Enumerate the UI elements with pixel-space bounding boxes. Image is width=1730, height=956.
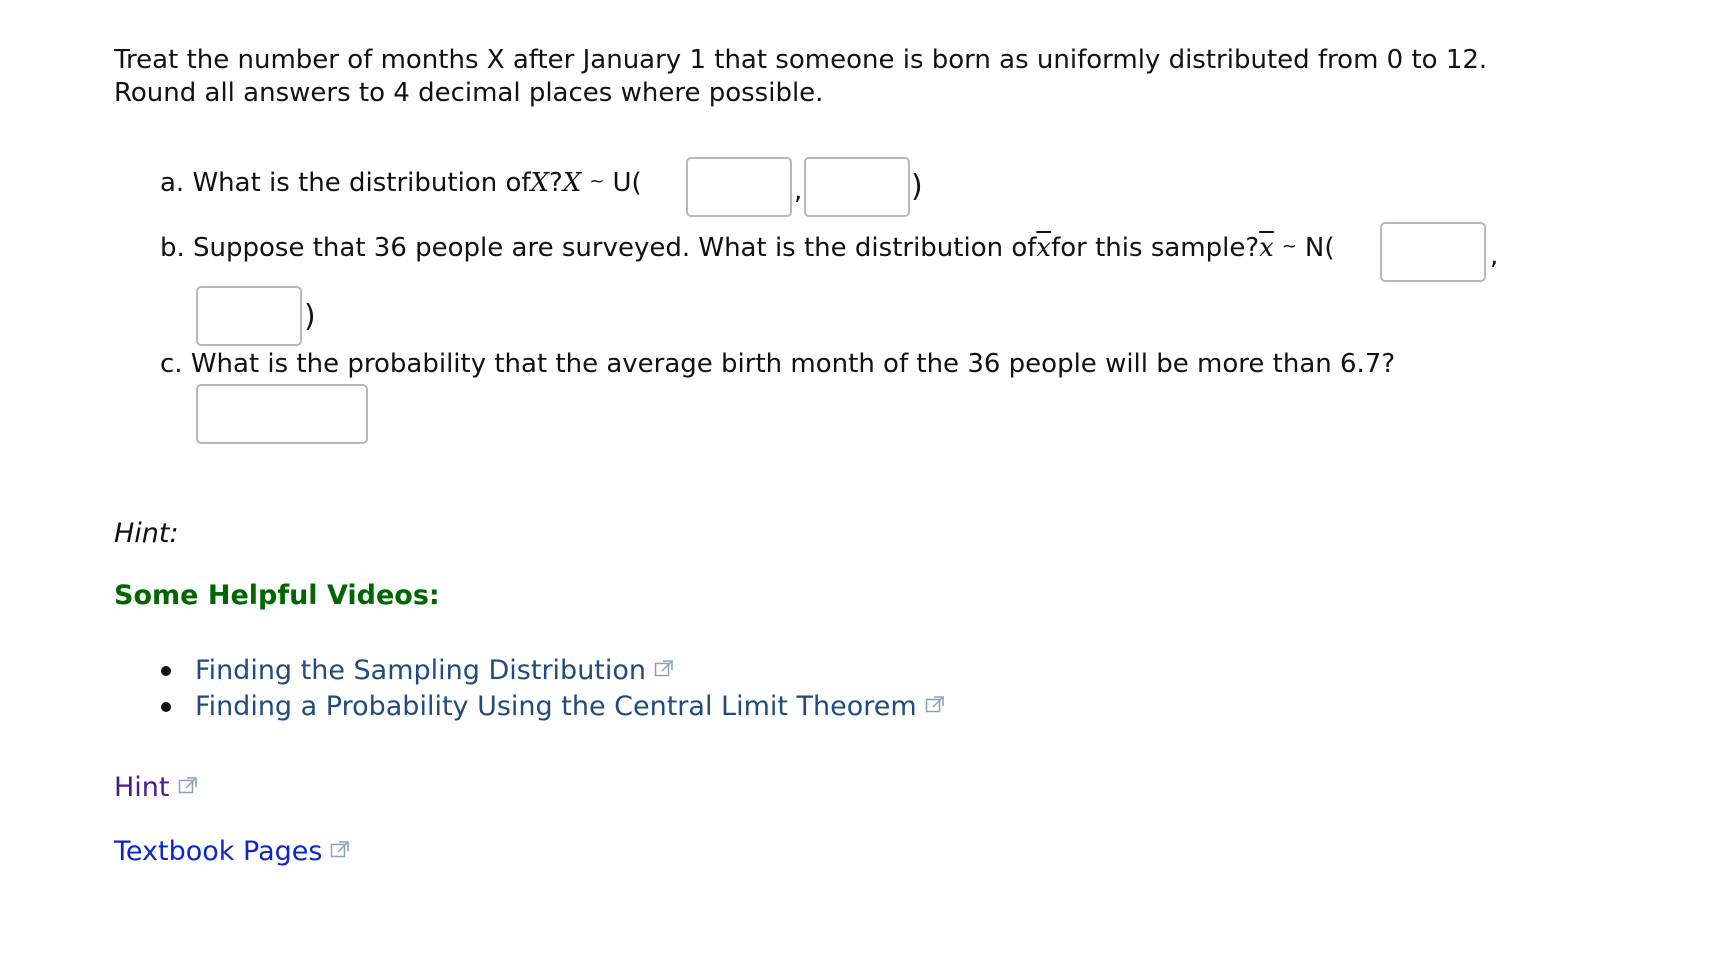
sampling-mean-input[interactable]	[1380, 222, 1486, 282]
x-bar-symbol: $\overline{x}$	[1036, 233, 1052, 263]
question-b	[160, 233, 1335, 263]
video-link-label: Finding the Sampling Distribution	[195, 655, 647, 686]
question-c	[160, 349, 1395, 379]
sampling-sd-input[interactable]	[196, 286, 302, 346]
uniform-lower-input[interactable]	[686, 157, 792, 217]
question-c-text: c. What is the probability that the average birth month of the 36 people will be more than 6.7?	[160, 349, 1396, 379]
tilde-symbol: ~	[1281, 235, 1297, 257]
list-item	[155, 689, 945, 725]
close-paren: )	[304, 299, 316, 334]
comma: ,	[794, 176, 803, 206]
variable-x: X	[562, 168, 582, 198]
question-a	[160, 168, 642, 198]
question-b-text-2: for this sample?	[1051, 233, 1260, 263]
question-a-prefix: a. What is the distribution of	[160, 168, 531, 198]
textbook-link-label: Textbook Pages	[114, 836, 323, 867]
probability-input[interactable]	[196, 384, 368, 444]
external-link-icon	[654, 659, 674, 677]
uniform-label: U(	[612, 168, 642, 198]
problem-intro	[114, 44, 1487, 110]
close-paren: )	[911, 169, 923, 204]
tilde-symbol: ~	[589, 170, 605, 192]
hint-link[interactable]	[114, 772, 198, 803]
x-bar-symbol: $\overline{x}$	[1259, 233, 1274, 263]
video-link-sampling-distribution[interactable]	[195, 655, 674, 686]
helpful-videos-title: Some Helpful Videos:	[114, 580, 440, 611]
intro-line-2: Round all answers to 4 decimal places where possible.	[114, 78, 824, 108]
variable-x: X	[530, 168, 550, 198]
textbook-pages-link[interactable]	[114, 836, 350, 867]
intro-line-1: Treat the number of months X after January 1 that someone is born as uniformly distributed from 0 to 12.	[114, 45, 1488, 75]
normal-label: N(	[1304, 233, 1335, 263]
question-b-text: b. Suppose that 36 people are surveyed. What is the distribution of	[160, 233, 1037, 263]
video-link-label: Finding a Probability Using the Central Limit Theorem	[195, 691, 917, 722]
video-link-central-limit-theorem[interactable]	[195, 691, 945, 722]
hint-label: Hint:	[114, 518, 179, 549]
hint-link-label: Hint	[114, 772, 170, 803]
comma: ,	[1490, 241, 1499, 271]
video-list	[155, 653, 945, 725]
external-link-icon	[330, 840, 350, 858]
list-item	[155, 653, 945, 689]
uniform-upper-input[interactable]	[804, 157, 910, 217]
external-link-icon	[178, 776, 198, 794]
question-a-mid: ?	[549, 168, 563, 198]
external-link-icon	[925, 695, 945, 713]
